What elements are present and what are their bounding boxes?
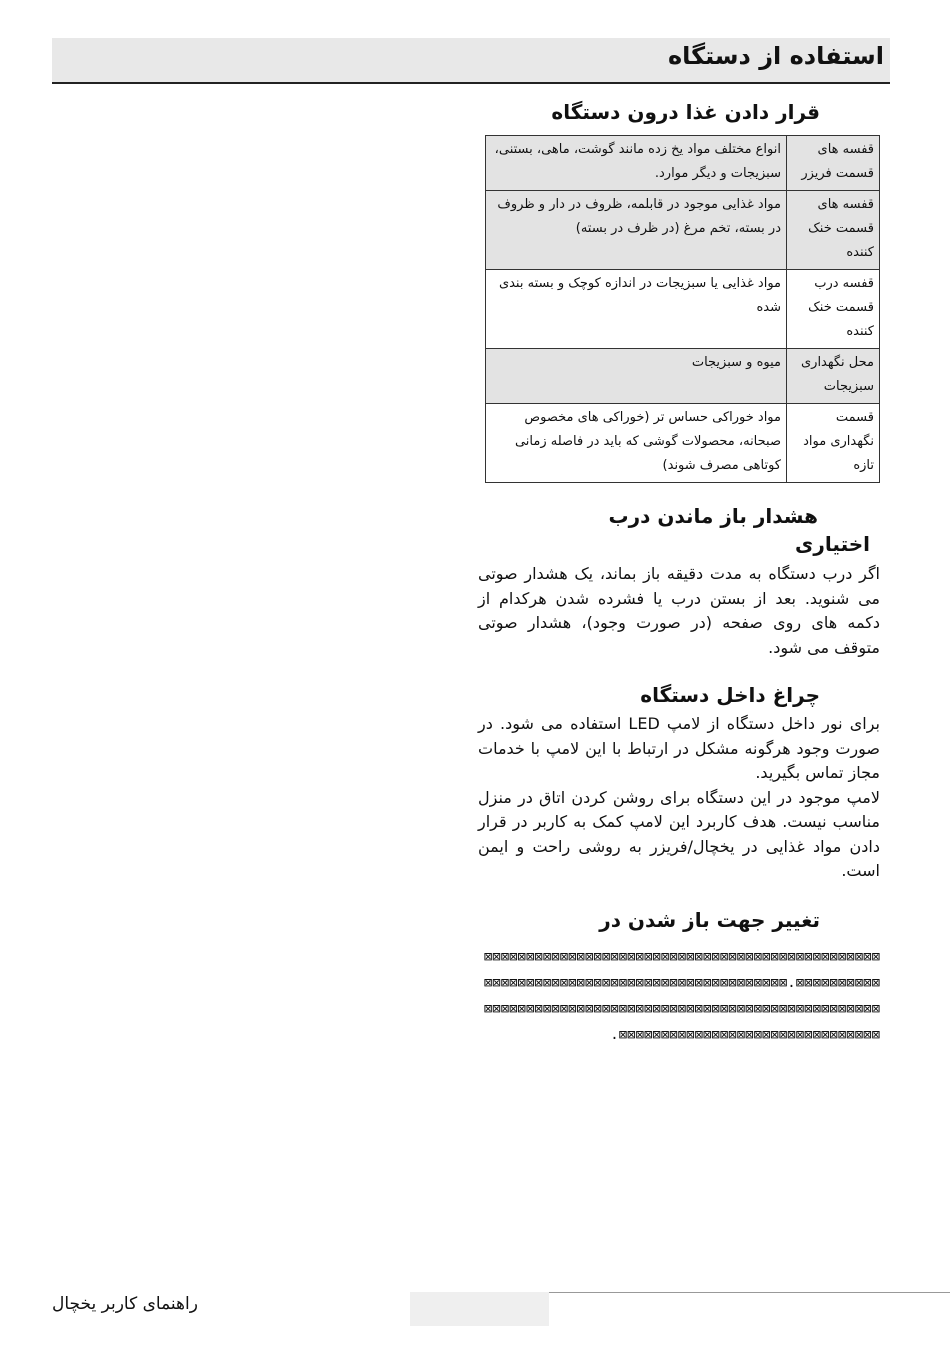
- section-title-interior-light: چراغ داخل دستگاه: [640, 683, 820, 707]
- page-title: استفاده از دستگاه: [668, 42, 884, 70]
- food-type-cell: انواع مختلف مواد یخ زده مانند گوشت، ماهی، بستنی، سبزیجات و دیگر موارد.: [486, 136, 787, 191]
- storage-location-cell: قفسه های قسمت خنک کننده: [787, 191, 880, 270]
- table-row: [486, 270, 880, 349]
- table-row: [486, 136, 880, 191]
- section-subtitle-optional: اختیاری: [795, 532, 870, 556]
- storage-location-cell: قفسه های قسمت فریزر: [787, 136, 880, 191]
- page-number-box: [410, 1292, 549, 1326]
- section-title-door-reversal: تغییر جهت باز شدن در: [599, 908, 820, 932]
- food-type-cell: مواد خوراکی حساس تر (خوراکی های مخصوص صبحانه، محصولات گوشی که باید در فاصله زمانی کوتاهی مصرف شوند): [486, 404, 787, 483]
- interior-light-text-2: لامپ موجود در این دستگاه برای روشن کردن اتاق در منزل مناسب نیست. هدف کاربرد این لامپ کمک به کاربر در قرار دادن مواد غذایی در یخچال/فریزر به روشی راحت و ایمن است.: [478, 787, 880, 880]
- food-placement-table: [485, 135, 880, 483]
- page-header: [52, 38, 890, 84]
- storage-location-cell: محل نگهداری سبزیجات: [787, 349, 880, 404]
- door-alarm-paragraph: [478, 562, 880, 660]
- interior-light-paragraph: [478, 712, 880, 884]
- table-row: [486, 191, 880, 270]
- section-title-placing-food: قرار دادن غذا درون دستگاه: [551, 100, 820, 124]
- table-row: [486, 349, 880, 404]
- food-type-cell: میوه و سبزیجات: [486, 349, 787, 404]
- storage-location-cell: قسمت نگهداری مواد تازه: [787, 404, 880, 483]
- food-type-cell: مواد غذایی یا سبزیجات در اندازه کوچک و بسته بندی شده: [486, 270, 787, 349]
- food-type-cell: مواد غذایی موجود در قابلمه، ظروف در دار و ظروف در بسته، تخم مرغ (در ظرف در بسته): [486, 191, 787, 270]
- table-row: [486, 404, 880, 483]
- interior-light-text-1: برای نور داخل دستگاه از لامپ LED استفاده می شود. در صورت وجود هرگونه مشکل در ارتباط با این لامپ با خدمات مجاز تماس بگیرید.: [478, 714, 880, 782]
- storage-location-cell: قفسه درب قسمت خنک کننده: [787, 270, 880, 349]
- footer-manual-title: راهنمای کاربر یخچال: [52, 1294, 198, 1314]
- door-alarm-text: اگر درب دستگاه به مدت دقیقه باز بماند، یک هشدار صوتی می شنوید. بعد از بستن درب یا فشرده شدن هرکدام از دکمه های روی صفحه (در صورت وجود)، هشدار صوتی متوقف می شود.: [478, 564, 880, 657]
- section-title-door-alarm: هشدار باز ماندن درب: [608, 504, 818, 528]
- door-reversal-placeholder-text: ⊠⊠⊠⊠⊠⊠⊠⊠⊠⊠⊠⊠⊠⊠⊠⊠⊠⊠⊠⊠⊠⊠⊠⊠⊠⊠⊠⊠⊠⊠⊠⊠⊠⊠⊠⊠⊠⊠⊠⊠⊠⊠⊠⊠⊠⊠⊠⊠⊠⊠⊠⊠⊠⊠⊠⊠⊠.⊠⊠⊠⊠⊠⊠⊠⊠⊠⊠⊠⊠⊠⊠⊠⊠⊠⊠⊠⊠⊠⊠⊠⊠⊠⊠⊠⊠⊠⊠⊠⊠⊠⊠⊠⊠⊠⊠⊠⊠⊠⊠⊠⊠⊠⊠⊠⊠⊠⊠⊠⊠⊠⊠⊠⊠⊠⊠⊠⊠⊠⊠⊠⊠⊠⊠⊠⊠⊠⊠⊠⊠⊠⊠⊠⊠⊠⊠⊠⊠⊠⊠⊠⊠⊠⊠⊠⊠⊠⊠⊠⊠⊠⊠⊠⊠⊠⊠⊠⊠⊠⊠⊠⊠⊠⊠⊠⊠⊠⊠⊠⊠⊠⊠.: [483, 949, 880, 1043]
